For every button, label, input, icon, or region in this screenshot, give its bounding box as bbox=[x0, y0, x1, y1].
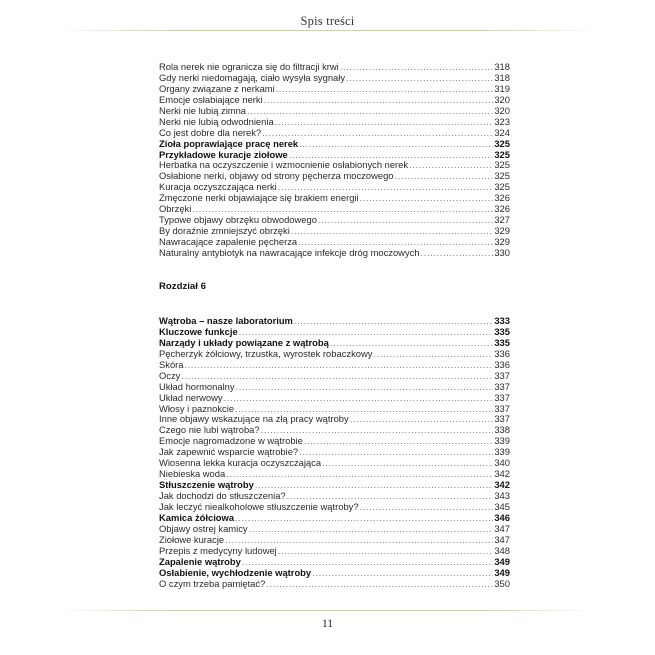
dot-leader bbox=[224, 393, 494, 404]
running-header-title: Spis treści bbox=[300, 14, 355, 28]
toc-entry-title: Emocje nagromadzone w wątrobie bbox=[159, 435, 303, 447]
dot-leader bbox=[294, 316, 493, 327]
chapter-heading: Rozdział 6 bbox=[159, 281, 206, 292]
toc-entry bbox=[159, 546, 510, 557]
dot-leader bbox=[236, 382, 494, 393]
toc-entry-page: 342 bbox=[494, 479, 510, 491]
dot-leader bbox=[266, 579, 493, 590]
toc-entry-page: 337 bbox=[494, 402, 510, 414]
toc-entry-title: Ziołowe kuracje bbox=[159, 533, 225, 545]
toc-entry-title: Jak zapewnić wsparcie wątrobie? bbox=[159, 446, 299, 458]
toc-entry-page: 320 bbox=[494, 93, 510, 105]
dot-leader bbox=[409, 160, 493, 171]
toc-entry-title: Zioła poprawiające pracę nerek bbox=[159, 137, 299, 149]
toc-entry-page: 325 bbox=[494, 181, 510, 193]
dot-leader bbox=[421, 248, 494, 259]
dot-leader bbox=[249, 524, 494, 535]
toc-section-kidneys bbox=[159, 62, 510, 259]
toc-entry-title: Stłuszczenie wątroby bbox=[159, 479, 254, 491]
toc-entry-page: 326 bbox=[494, 192, 510, 204]
dot-leader bbox=[340, 62, 494, 73]
toc-entry-page: 333 bbox=[494, 315, 510, 326]
dot-leader bbox=[264, 95, 494, 106]
header-rule bbox=[60, 30, 595, 31]
toc-entry-page: 330 bbox=[494, 246, 510, 258]
toc-entry-page: 336 bbox=[494, 358, 510, 370]
dot-leader bbox=[350, 414, 494, 425]
toc-entry-title: Wiosenna lekka kuracja oczyszczająca bbox=[159, 457, 322, 469]
toc-entry-page: 340 bbox=[494, 457, 510, 469]
dot-leader bbox=[262, 128, 493, 139]
dot-leader bbox=[322, 458, 493, 469]
dot-leader bbox=[318, 215, 493, 226]
toc-entry-title: Zapalenie wątroby bbox=[159, 555, 241, 567]
toc-entry-title: Pęcherzyk żółciowy, trzustka, wyrostek robaczkowy bbox=[159, 347, 373, 359]
toc-entry-page: 318 bbox=[494, 71, 510, 83]
toc-entry-page: 337 bbox=[494, 391, 510, 403]
toc-entry-title: Niebieska woda bbox=[159, 468, 226, 480]
page-number: 11 bbox=[321, 618, 334, 630]
toc-entry-title: Obrzęki bbox=[159, 203, 192, 215]
toc-entry-title: Gdy nerki niedomagają, ciało wysyła sygnały bbox=[159, 71, 346, 83]
toc-entry-page: 347 bbox=[494, 533, 510, 545]
toc-entry-page: 325 bbox=[494, 159, 510, 171]
toc-entry-page: 326 bbox=[494, 203, 510, 215]
toc-entry-page: 338 bbox=[494, 424, 510, 436]
toc-entry-page: 324 bbox=[494, 126, 510, 138]
dot-leader bbox=[242, 557, 494, 568]
dot-leader bbox=[185, 360, 494, 371]
toc-entry-page: 339 bbox=[494, 435, 510, 447]
toc-entry-title: Co jest dobre dla nerek? bbox=[159, 126, 262, 138]
toc-entry-title: Układ nerwowy bbox=[159, 391, 223, 403]
toc-entry-page: 319 bbox=[494, 82, 510, 94]
toc-entry bbox=[159, 139, 510, 150]
toc-entry-page: 325 bbox=[494, 170, 510, 182]
toc-entry bbox=[159, 568, 510, 579]
toc-entry bbox=[159, 117, 510, 128]
toc-entry bbox=[159, 349, 510, 360]
toc-entry-page: 337 bbox=[494, 369, 510, 381]
footer-rule bbox=[60, 610, 595, 611]
dot-leader bbox=[226, 469, 493, 480]
toc-entry-page: 348 bbox=[494, 544, 510, 556]
toc-entry-title: Organy związane z nerkami bbox=[159, 82, 275, 94]
toc-entry-page: 337 bbox=[494, 413, 510, 425]
toc-entry bbox=[159, 393, 510, 404]
toc-entry-page: 345 bbox=[494, 500, 510, 512]
toc-entry-page: 335 bbox=[494, 336, 510, 348]
dot-leader bbox=[360, 502, 494, 513]
toc-entry-title: Nerki nie lubią odwodnienia bbox=[159, 115, 274, 127]
dot-leader bbox=[373, 349, 493, 360]
dot-leader bbox=[247, 106, 493, 117]
toc-entry-page: 336 bbox=[494, 347, 510, 359]
toc-entry-title: Wątroba – nasze laboratorium bbox=[159, 315, 293, 326]
toc-entry-title: Zmęczone nerki objawiające się brakiem energii bbox=[159, 192, 359, 204]
toc-entry-title: Jak dochodzi do stłuszczenia? bbox=[159, 490, 286, 501]
toc-entry-title: Kamica żółciowa bbox=[159, 511, 235, 523]
toc-entry bbox=[159, 193, 510, 204]
toc-entry bbox=[159, 360, 510, 371]
toc-entry-title: Naturalny antybiotyk na nawracające infekcje dróg moczowych bbox=[159, 246, 420, 258]
toc-entry bbox=[159, 557, 510, 568]
toc-entry bbox=[159, 579, 510, 590]
toc-entry bbox=[159, 248, 510, 259]
dot-leader bbox=[346, 73, 493, 84]
toc-entry-title: Nerki nie lubią zimna bbox=[159, 104, 247, 116]
toc-entry-title: Oczy bbox=[159, 369, 181, 381]
toc-entry bbox=[159, 382, 510, 393]
dot-leader bbox=[360, 193, 494, 204]
toc-entry-title: By doraźnie zmniejszyć obrzęki bbox=[159, 225, 290, 237]
dot-leader bbox=[255, 480, 494, 491]
dot-leader bbox=[235, 513, 493, 524]
toc-entry-title: Kluczowe funkcje bbox=[159, 325, 238, 337]
toc-entry-page: 335 bbox=[494, 325, 510, 337]
toc-entry-page: 320 bbox=[494, 104, 510, 116]
toc-entry-page: 325 bbox=[494, 137, 510, 149]
toc-entry-title: Objawy ostrej kamicy bbox=[159, 522, 248, 534]
toc-entry bbox=[159, 371, 510, 382]
toc-entry-title: Herbatka na oczyszczenie i wzmocnienie osłabionych nerek bbox=[159, 159, 409, 171]
toc-entry-title: Czego nie lubi wątroba? bbox=[159, 424, 260, 436]
toc-entry bbox=[159, 128, 510, 139]
toc-entry-title: Kuracja oczyszczająca nerki bbox=[159, 181, 277, 193]
dot-leader bbox=[395, 171, 494, 182]
toc-entry-title: Emocje osłabiające nerki bbox=[159, 93, 263, 105]
dot-leader bbox=[304, 436, 494, 447]
toc-entry-page: 349 bbox=[494, 555, 510, 567]
toc-entry-title: Osłabienie, wychłodzenie wątroby bbox=[159, 566, 312, 578]
toc-entry-title: Włosy i paznokcie bbox=[159, 402, 235, 414]
toc-section-liver bbox=[159, 316, 510, 589]
toc-entry-page: 347 bbox=[494, 522, 510, 534]
toc-entry-title: Przepis z medycyny ludowej bbox=[159, 544, 277, 556]
toc-entry-title: Jak leczyć niealkoholowe stłuszczenie wątroby? bbox=[159, 500, 359, 512]
toc-entry-page: 325 bbox=[494, 148, 510, 160]
toc-entry-page: 329 bbox=[494, 236, 510, 247]
toc-entry-title: O czym trzeba pamiętać? bbox=[159, 577, 266, 589]
dot-leader bbox=[312, 568, 493, 579]
toc-entry-title: Osłabione nerki, objawy od strony pęcherza moczowego bbox=[159, 170, 394, 182]
toc-entry-page: 350 bbox=[494, 577, 510, 589]
toc-entry-page: 327 bbox=[494, 214, 510, 226]
toc-entry-page: 329 bbox=[494, 225, 510, 237]
toc-entry-page: 323 bbox=[494, 115, 510, 127]
toc-entry-title: Układ hormonalny bbox=[159, 380, 235, 392]
toc-entry-page: 346 bbox=[494, 511, 510, 523]
dot-leader bbox=[291, 226, 494, 237]
toc-entry-title: Nawracające zapalenie pęcherza bbox=[159, 236, 298, 247]
toc-entry-title: Narządy i układy powiązane z wątrobą bbox=[159, 336, 329, 348]
toc-entry-title: Skóra bbox=[159, 358, 184, 370]
toc-entry-title: Rola nerek nie ogranicza się do filtracji krwi bbox=[159, 61, 339, 72]
toc-entry-title: Typowe objawy obrzęku obwodowego bbox=[159, 214, 317, 226]
dot-leader bbox=[181, 371, 493, 382]
toc-entry-page: 349 bbox=[494, 566, 510, 578]
toc-entry-title: Przykładowe kuracje ziołowe bbox=[159, 148, 288, 160]
dot-leader bbox=[275, 117, 494, 128]
dot-leader bbox=[299, 447, 493, 458]
toc-entry-page: 337 bbox=[494, 380, 510, 392]
dot-leader bbox=[299, 139, 493, 150]
toc-entry-title: Inne objawy wskazujące na złą pracy wątroby bbox=[159, 413, 349, 425]
dot-leader bbox=[276, 84, 494, 95]
toc-entry-page: 339 bbox=[494, 446, 510, 458]
dot-leader bbox=[278, 546, 494, 557]
toc-entry-page: 318 bbox=[494, 61, 510, 72]
toc-entry-page: 342 bbox=[494, 468, 510, 480]
toc-entry-page: 343 bbox=[494, 490, 510, 501]
